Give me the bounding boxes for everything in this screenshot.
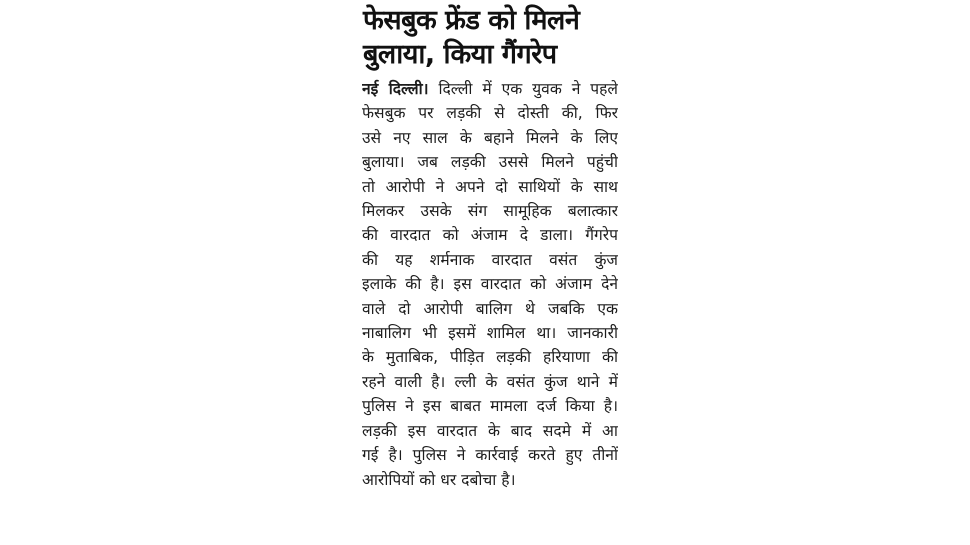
headline [357,0,619,72]
article-line: मिलकर उसके संग सामूहिक बलात्कार [362,202,618,221]
article-line: उसे नए साल के बहाने मिलने के लिए [362,128,618,147]
article-line: के मुताबिक, पीड़ित लड़की हरियाणा की [362,348,618,367]
article-line: की वारदात को अंजाम दे डाला। गैंगरेप [362,226,618,245]
news-clipping [357,0,619,545]
article-line [362,77,618,101]
article-line: बुलाया। जब लड़की उससे मिलने पहुंची [362,153,618,172]
article-line: आरोपियों को धर दबोचा है। [362,470,516,489]
article-body [362,77,618,492]
article-line: गई है। पुलिस ने कार्रवाई करते हुए तीनों [362,446,618,465]
article-line: नाबालिग भी इसमें शामिल था। जानकारी [362,324,618,343]
article-line-text: दिल्ली में एक युवक ने पहले [428,80,618,98]
article-line: की यह शर्मनाक वारदात वसंत कुंज [362,250,618,269]
article-line: तो आरोपी ने अपने दो साथियों के साथ [362,177,618,196]
article-line: वाले दो आरोपी बालिग थे जबकि एक [362,299,618,318]
article-line: लड़की इस वारदात के बाद सदमे में आ [362,421,618,440]
article-line: रहने वाली है। ल्ली के वसंत कुंज थाने में [362,372,618,391]
article-line: फेसबुक पर लड़की से दोस्ती की, फिर [362,104,618,123]
article-line: पुलिस ने इस बाबत मामला दर्ज किया है। [362,397,618,416]
dateline: नई दिल्ली। [362,80,429,98]
article-line: इलाके की है। इस वारदात को अंजाम देने [362,275,618,294]
headline-line-1: फेसबुक फ्रेंड को मिलने [363,5,580,36]
headline-line-2: बुलाया, किया गैंगरेप [363,39,557,70]
